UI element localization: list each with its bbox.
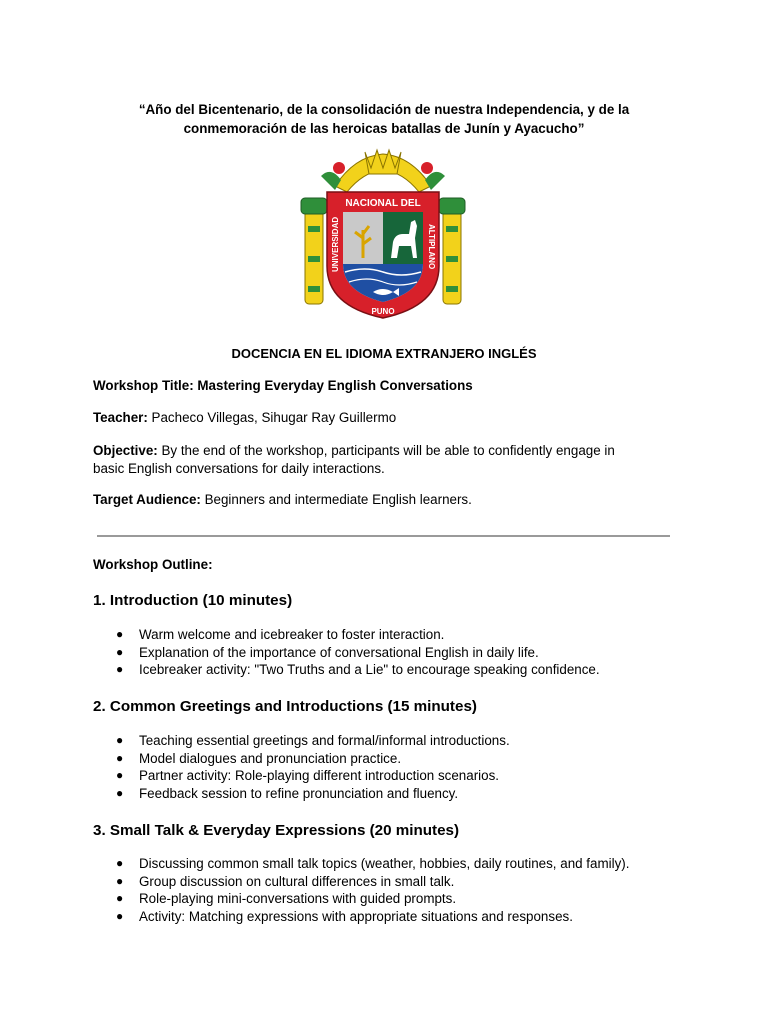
section-list-small-talk [93,855,693,925]
list-item: ● Explanation of the importance of conversational English in daily life. [116,644,539,660]
bullet-icon: ● [116,873,124,888]
list-item: ● Discussing common small talk topics (weather, hobbies, daily routines, and family). [116,856,630,871]
teacher-value: Pacheco Villegas, Sihugar Ray Guillermo [147,410,397,425]
bullet-icon: ● [116,856,124,870]
section-list-introduction [93,626,693,679]
bullet-icon: ● [116,733,124,747]
objective-paragraph [93,442,675,477]
bullet-icon: ● [116,644,124,659]
bullet-icon: ● [116,768,124,783]
objective-line-2: basic English conversations for daily interactions. [93,460,385,476]
crest-right-text: ALTIPLANO [427,224,436,270]
audience-value: Beginners and intermediate English learners. [200,492,472,507]
objective-line-1: By the end of the workshop, participants will be able to confidently engage in [157,443,615,458]
list-item: ● Activity: Matching expressions with appropriate situations and responses. [116,908,573,924]
crest-right-column [439,198,465,304]
outline-label-text: Workshop Outline: [93,557,213,572]
section-list-greetings [93,732,693,802]
university-crest-logo [295,146,471,322]
section-title-greetings: 2. Common Greetings and Introductions (15 minutes) [93,698,477,715]
motto [93,100,675,138]
bullet-icon: ● [116,891,124,906]
crest-top-ornament [321,150,445,192]
bullet-icon: ● [116,908,124,923]
bullet-icon: ● [116,662,124,677]
document-heading: DOCENCIA EN EL IDIOMA EXTRANJERO INGLÉS [231,346,537,361]
list-item: ● Feedback session to refine pronunciation and fluency. [116,785,459,801]
workshop-title [93,377,675,395]
bullet-icon: ● [116,785,124,800]
section-title-introduction: 1. Introduction (10 minutes) [93,592,293,609]
motto-line-1: “Año del Bicentenario, de la consolidación de nuestra Independencia, y de la [138,102,630,117]
teacher-label: Teacher: [93,410,148,425]
motto-line-2: conmemoración de las heroicas batallas de Junín y Ayacucho” [183,121,585,136]
crest-bottom-text: PUNO [371,307,395,316]
workshop-title-text: Workshop Title: Mastering Everyday English Conversations [93,378,473,393]
crest-top-text: NACIONAL DEL [345,198,421,209]
list-item: ● Teaching essential greetings and formal/informal introductions. [116,733,510,748]
objective-label: Objective: [93,443,158,458]
bullet-icon: ● [116,627,124,641]
crest-left-text: UNIVERSIDAD [331,216,340,272]
list-item: ● Group discussion on cultural differences in small talk. [116,873,455,889]
list-item: ● Icebreaker activity: "Two Truths and a Lie" to encourage speaking confidence. [116,662,600,678]
crest-left-column [301,198,327,304]
teacher-line [93,409,675,427]
target-audience-line [93,491,675,509]
section-title-small-talk: 3. Small Talk & Everyday Expressions (20 minutes) [93,822,460,839]
horizontal-divider [97,535,670,537]
audience-label: Target Audience: [93,492,201,507]
list-item: ● Partner activity: Role-playing different introduction scenarios. [116,768,499,784]
list-item: ● Warm welcome and icebreaker to foster interaction. [116,627,445,642]
list-item: ● Model dialogues and pronunciation practice. [116,750,402,766]
list-item: ● Role-playing mini-conversations with guided prompts. [116,891,457,907]
workshop-outline-label [93,556,675,574]
bullet-icon: ● [116,750,124,765]
